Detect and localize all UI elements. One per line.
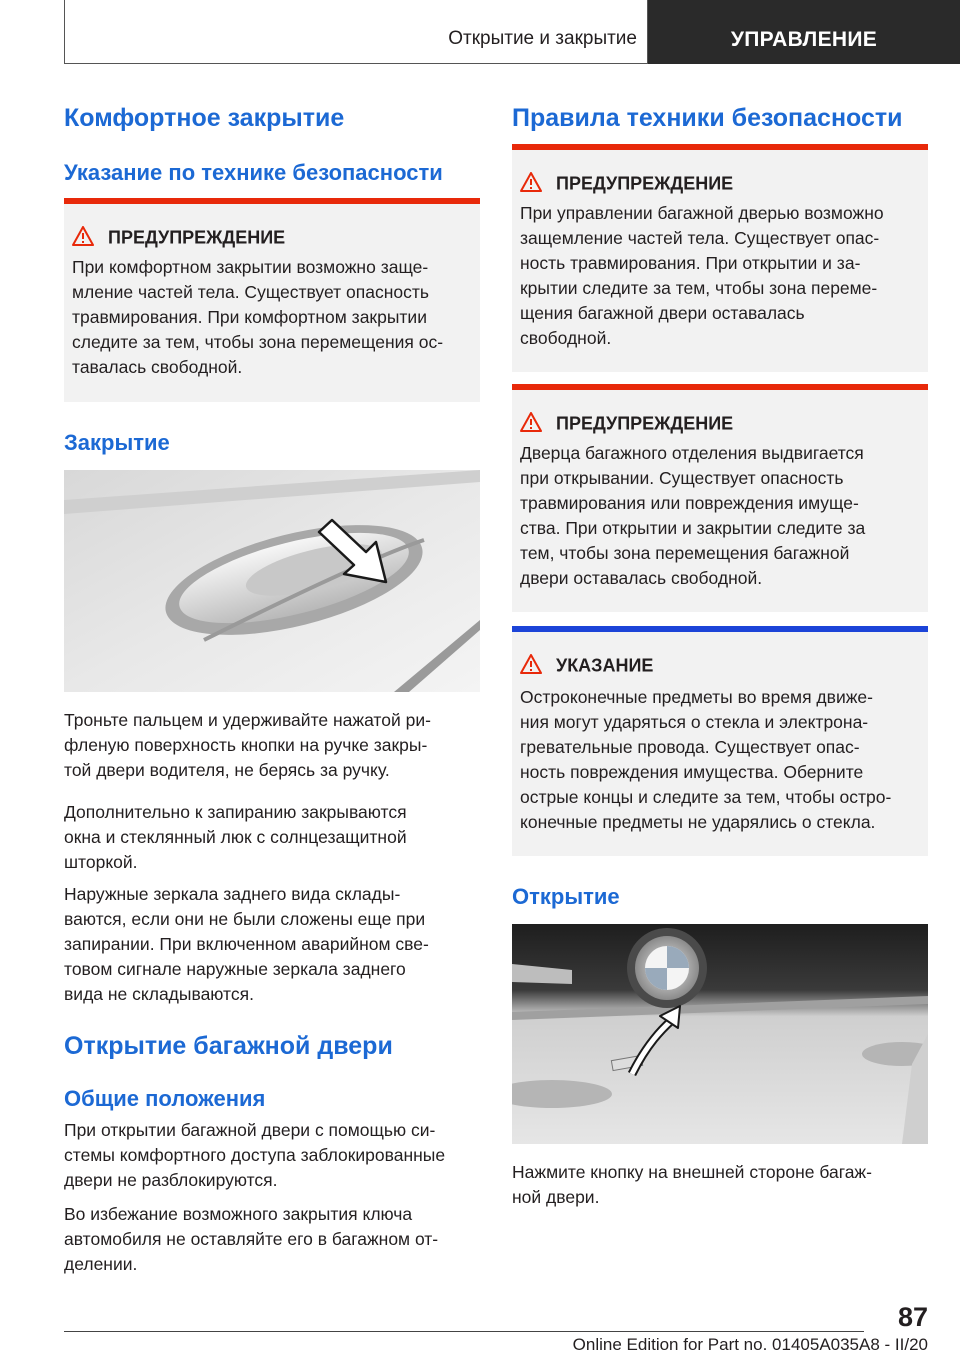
notice-title: УКАЗАНИЕ xyxy=(520,654,653,679)
header-section-title: Открытие и закрытие xyxy=(448,28,637,49)
warning-title: ПРЕДУПРЕЖДЕНИЕ xyxy=(520,412,733,437)
notice-box-sharp-objects xyxy=(512,626,928,856)
header-frame xyxy=(64,0,648,64)
page-number: 87 xyxy=(897,1302,928,1332)
warning-title: ПРЕДУПРЕЖДЕНИЕ xyxy=(520,172,733,197)
footer-divider xyxy=(64,1331,864,1332)
notice-bar xyxy=(512,626,928,632)
heading-safety-note: Указание по технике безопасности xyxy=(64,160,443,185)
trunk-button-image xyxy=(512,924,928,1144)
paragraph-windows: Дополнительно к запиранию закрываются окна и стеклянный люк с солнцезащитной шторкой. xyxy=(64,802,407,872)
warning-triangle-icon xyxy=(520,412,542,437)
warning-triangle-icon xyxy=(520,172,542,197)
warning-text: При комфортном закрытии возможно заще- мление частей тела. Существует опасность травмирования. При комфортном закрытии следите за тем, чтобы зона перемещения ос- тавалась свободной. xyxy=(72,257,444,377)
warning-box-trunk-pinch xyxy=(512,144,928,372)
warning-bar xyxy=(64,198,480,204)
paragraph-press-button: Нажмите кнопку на внешней стороне багаж- ной двери. xyxy=(512,1162,872,1207)
warning-box-trunk-extend xyxy=(512,384,928,612)
heading-comfort-closing: Комфортное закрытие xyxy=(64,104,345,132)
heading-safety-rules: Правила техники безопасности xyxy=(512,104,903,132)
paragraph-key: Во избежание возможного закрытия ключа автомобиля не оставляйте его в багажном от- делении. xyxy=(64,1204,439,1274)
paragraph-mirrors: Наружные зеркала заднего вида склады- ваются, если они не были сложены еще при запирании. При включенном аварийном све- товом сигнале наружные зеркала заднего вида не складываются. xyxy=(64,884,429,1004)
door-handle-image xyxy=(64,470,480,692)
warning-bar xyxy=(512,384,928,390)
warning-triangle-icon xyxy=(520,654,542,679)
warning-bar xyxy=(512,144,928,150)
warning-title: ПРЕДУПРЕЖДЕНИЕ xyxy=(72,226,285,251)
paragraph-general: При открытии багажной двери с помощью си- стемы комфортного доступа заблокированные двери не разблокируются. xyxy=(64,1120,446,1190)
heading-opening: Открытие xyxy=(512,884,620,909)
warning-box-comfort xyxy=(64,198,480,402)
notice-text: Остроконечные предметы во время движе- ния могут ударяться о стекла и электрона- гревательные провода. Существует опас- ность повреждения имущества. Оберните острые концы и следите за тем, чтобы остро- конечные предметы не ударялись о стекла. xyxy=(520,687,892,832)
warning-text: При управлении багажной дверью возможно защемление частей тела. Существует опас- ность травмирования. При открытии и за- крытии следите за тем, чтобы зона переме- щения багажной двери оставалась свободной. xyxy=(520,203,884,348)
header-chapter-tab: УПРАВЛЕНИЕ xyxy=(648,0,960,64)
warning-triangle-icon xyxy=(72,226,94,251)
heading-closing: Закрытие xyxy=(64,430,170,455)
heading-trunk-opening: Открытие багажной двери xyxy=(64,1032,393,1060)
footer-edition: Online Edition for Part no. 01405A035A8 - II/20 xyxy=(572,1335,928,1354)
warning-text: Дверца багажного отделения выдвигается при открывании. Существует опасность травмирования или повреждения имуще- ства. При открытии и закрытии следите за тем, чтобы зона перемещения багажной двери оставалась свободной. xyxy=(520,443,866,588)
paragraph-touch-handle: Троньте пальцем и удерживайте нажатой ри- фленую поверхность кнопки на ручке закры- той двери водителя, не берясь за ручку. xyxy=(64,710,431,780)
heading-general: Общие положения xyxy=(64,1086,266,1111)
